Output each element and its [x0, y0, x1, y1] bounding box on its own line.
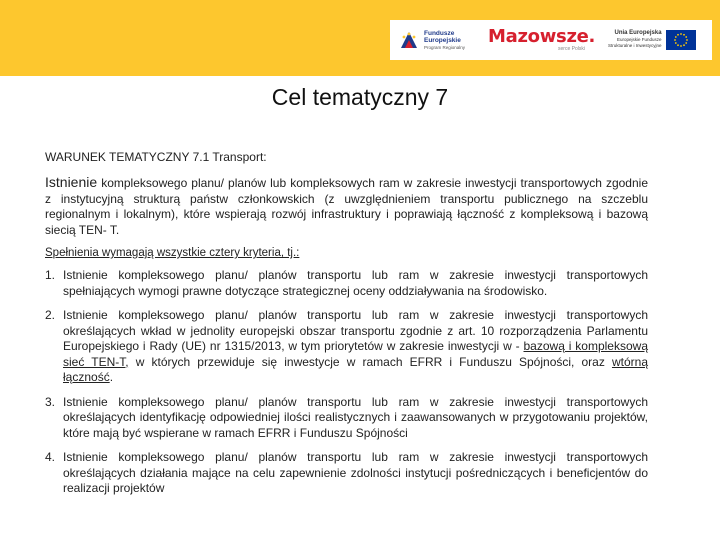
- mazowsze-wordmark: Mazowsze.: [488, 26, 596, 47]
- mazowsze-tagline: serce Polski: [558, 46, 585, 52]
- intro-lead: Istnienie: [45, 174, 98, 190]
- eu-line3: Strukturalne i Inwestycyjne: [608, 43, 662, 49]
- criteria-list: [45, 268, 648, 497]
- criterion-text: Istnienie kompleksowego planu/ planów transportu lub ram w zakresie inwestycji transportowych spełniających wymogi prawne dotyczące strategicznej oceny oddziaływania na środowisko.: [63, 268, 648, 298]
- fe-line2: Europejskie: [424, 36, 461, 44]
- condition-heading: WARUNEK TEMATYCZNY 7.1 Transport:: [45, 150, 267, 164]
- mazowsze-logo: [488, 28, 600, 52]
- fundusze-europejskie-logo: [398, 29, 480, 51]
- criterion-number: 1.: [45, 268, 56, 282]
- criterion-underlined-connectivity: wtórną łączność: [63, 354, 648, 384]
- criterion-item: [45, 308, 648, 386]
- criterion-number: 4.: [45, 450, 56, 464]
- criterion-text-a: Istnienie kompleksowego planu/ planów transportu lub ram w zakresie inwestycji transportowych określających wkład w jednolity europejski obszar transportu zgodnie z art. 10 rozporządzenia Parlamentu Europejskiego i Rady (UE) nr 1315/2013, w tym priorytetów w zakresie inwestycji w -: [63, 308, 648, 353]
- eu-line2: Europejskie Fundusze: [617, 36, 662, 42]
- criterion-item: [45, 450, 648, 497]
- intro-text: kompleksowego planu/ planów lub kompleksowych ram w zakresie inwestycji transportowych zgodnie z instytucyjną strukturą państw członkowskich (z uwzględnieniem transportu publicznego na szczeblu regionalnym i lokalnym), które wspierają rozwój infrastruktury i poprawiają łączność z kompleksową i bazową siecią TEN- T.: [45, 176, 648, 237]
- slide-content: [45, 149, 648, 506]
- fe-line3: Program Regionalny: [424, 44, 466, 50]
- unia-europejska-logo: [608, 30, 696, 50]
- eu-flag-icon: [666, 30, 696, 50]
- criterion-text: Istnienie kompleksowego planu/ planów transportu lub ram w zakresie inwestycji transportowych określających identyfikację odpowiedniej ilości realistycznych i zaawansowanych w przygotowaniu projektów, które mają być wspierane w ramach EFRR i Funduszu Spójności: [63, 394, 648, 440]
- criterion-number: 2.: [45, 308, 56, 322]
- criterion-text: Istnienie kompleksowego planu/ planów transportu lub ram w zakresie inwestycji transportowych określających działania mające na celu zapewnienie zdolności instytucji pośredniczących i beneficjentów do realizacji projektów: [63, 450, 648, 495]
- slide-title: Cel tematyczny 7: [271, 84, 449, 110]
- criterion-number: 3.: [45, 394, 56, 409]
- condition-intro: [45, 175, 648, 238]
- criterion-item: [45, 268, 648, 299]
- fe-line1: Fundusze: [424, 29, 455, 37]
- criterion-text-b: w których przewiduje się inwestycje w ramach EFRR i Funduszu Spójności, oraz: [128, 354, 612, 369]
- logo-strip: [390, 20, 712, 60]
- eu-line1: Unia Europejska: [614, 30, 662, 37]
- criterion-item: [45, 395, 648, 442]
- criteria-subheading: Spełnienia wymagają wszystkie cztery kryteria, tj.:: [45, 247, 300, 259]
- criterion-underlined-ten-t: bazową i kompleksową sieć TEN-T,: [63, 339, 648, 369]
- fundusze-europejskie-icon: [398, 29, 420, 51]
- criterion-text-c: .: [109, 370, 114, 384]
